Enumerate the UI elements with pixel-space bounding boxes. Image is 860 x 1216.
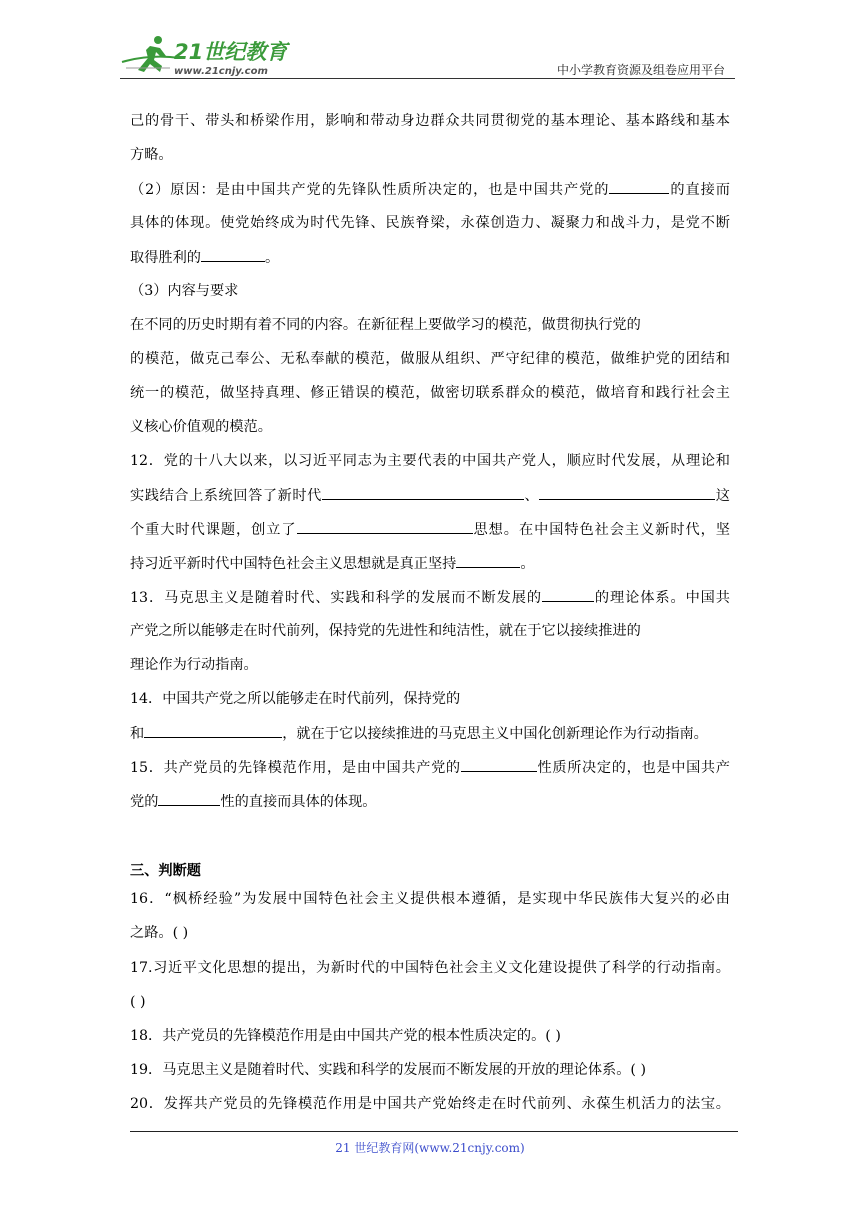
question-20: 20．发挥共产党员的先锋模范作用是中国共产党始终走在时代前列、永葆生机活力的法宝。 <box>130 1096 730 1112</box>
question-14: 14．中国共产党之所以能够走在时代前列，保持党的 <box>130 691 461 707</box>
text-line <box>130 723 730 743</box>
text-segment: 和 <box>130 726 145 742</box>
logo-url: www.21cnjy.com <box>174 66 268 77</box>
text-line: 统一的模范，做坚持真理、修正错误的模范，做密切联系群众的模范，做培育和践行社会主 <box>130 385 730 401</box>
footer-text: 21 世纪教育网(www.21cnjy.com) <box>335 1141 525 1155</box>
text-segment: ，就在于它以接续推进的马克思主义中国化创新理论作为行动指南。 <box>282 726 708 742</box>
text-line: 己的骨干、带头和桥梁作用，影响和带动身边群众共同贯彻党的基本理论、基本路线和基本 <box>130 113 730 129</box>
logo <box>120 32 290 78</box>
fill-blank <box>158 791 220 806</box>
text-line <box>130 485 730 505</box>
text-segment: 持习近平新时代中国特色社会主义思想就是真正坚持 <box>130 556 457 572</box>
platform-name: 中小学教育资源及组卷应用平台 <box>556 63 725 77</box>
text-line: 的模范，做克己奉公、无私奉献的模范，做服从组织、严守纪律的模范，做维护党的团结和 <box>130 351 730 367</box>
fill-blank <box>539 485 715 500</box>
text-line: 理论作为行动指南。 <box>130 657 258 673</box>
question-17: 17.习近平文化思想的提出，为新时代的中国特色社会主义文化建设提供了科学的行动指南。 <box>130 960 730 976</box>
text-segment: 实践结合上系统回答了新时代 <box>130 488 322 504</box>
text-segment: 的理论体系。中国共 <box>593 590 730 606</box>
footer-divider <box>130 1131 738 1132</box>
text-segment: 15．共产党员的先锋模范作用，是由中国共产党的 <box>130 760 461 776</box>
fill-blank <box>456 553 520 568</box>
text-line <box>130 179 730 199</box>
fill-blank <box>609 179 669 194</box>
text-line: （3）内容与要求 <box>130 283 239 299</box>
text-segment: 13．马克思主义是随着时代、实践和科学的发展而不断发展的 <box>130 590 542 606</box>
question-18: 18．共产党员的先锋模范作用是由中国共产党的根本性质决定的。( ) <box>130 1028 561 1044</box>
question-12: 12．党的十八大以来，以习近平同志为主要代表的中国共产党人，顺应时代发展，从理论和 <box>130 453 730 469</box>
text-line <box>130 791 730 811</box>
question-19: 19．马克思主义是随着时代、实践和科学的发展而不断发展的开放的理论体系。( ) <box>130 1062 647 1078</box>
text-line: 产党之所以能够走在时代前列，保持党的先进性和纯洁性，就在于它以接续推进的 <box>130 623 641 639</box>
text-segment: 、 <box>523 488 540 504</box>
text-line: ( ) <box>130 994 146 1010</box>
text-line <box>130 553 730 573</box>
question-16: 16．“枫桥经验”为发展中国特色社会主义提供根本遵循，是实现中华民族伟大复兴的必由 <box>130 891 730 907</box>
text-segment: 。 <box>520 556 535 572</box>
text-segment: 性质所决定的，也是中国共产 <box>536 760 730 776</box>
question-13 <box>130 587 730 607</box>
fill-blank <box>542 587 594 602</box>
text-segment: 性的直接而具体的体现。 <box>220 794 377 810</box>
text-segment: 。 <box>264 250 280 266</box>
header-divider <box>120 78 735 79</box>
text-line: 在不同的历史时期有着不同的内容。在新征程上要做学习的模范，做贯彻执行党的 <box>130 317 641 333</box>
fill-blank <box>322 485 524 500</box>
section-title: 三、判断题 <box>130 863 201 879</box>
text-segment: 取得胜利的 <box>130 250 201 266</box>
fill-blank <box>461 757 537 772</box>
text-line: 之路。( ) <box>130 925 189 941</box>
text-line: 方略。 <box>130 147 173 163</box>
text-line: 义核心价值观的模范。 <box>130 419 272 435</box>
fill-blank <box>144 723 282 738</box>
text-segment: 党的 <box>130 794 159 810</box>
text-segment: 个重大时代课题，创立了 <box>130 522 297 538</box>
text-segment: 的直接而 <box>669 182 730 198</box>
text-line <box>130 247 730 267</box>
text-segment: （2）原因：是由中国共产党的先锋队性质所决定的，也是中国共产党的 <box>130 182 610 198</box>
page-header <box>120 30 735 80</box>
text-segment: 思想。在中国特色社会主义新时代，坚 <box>472 522 730 538</box>
fill-blank <box>297 519 473 534</box>
text-segment: 这 <box>715 488 730 504</box>
question-15 <box>130 757 730 777</box>
text-line: 具体的体现。使党始终成为时代先锋、民族脊梁，永葆创造力、凝聚力和战斗力，是党不断 <box>130 215 730 231</box>
fill-blank <box>201 247 265 262</box>
text-line <box>130 519 730 539</box>
logo-text: 21世纪教育 <box>174 40 288 64</box>
